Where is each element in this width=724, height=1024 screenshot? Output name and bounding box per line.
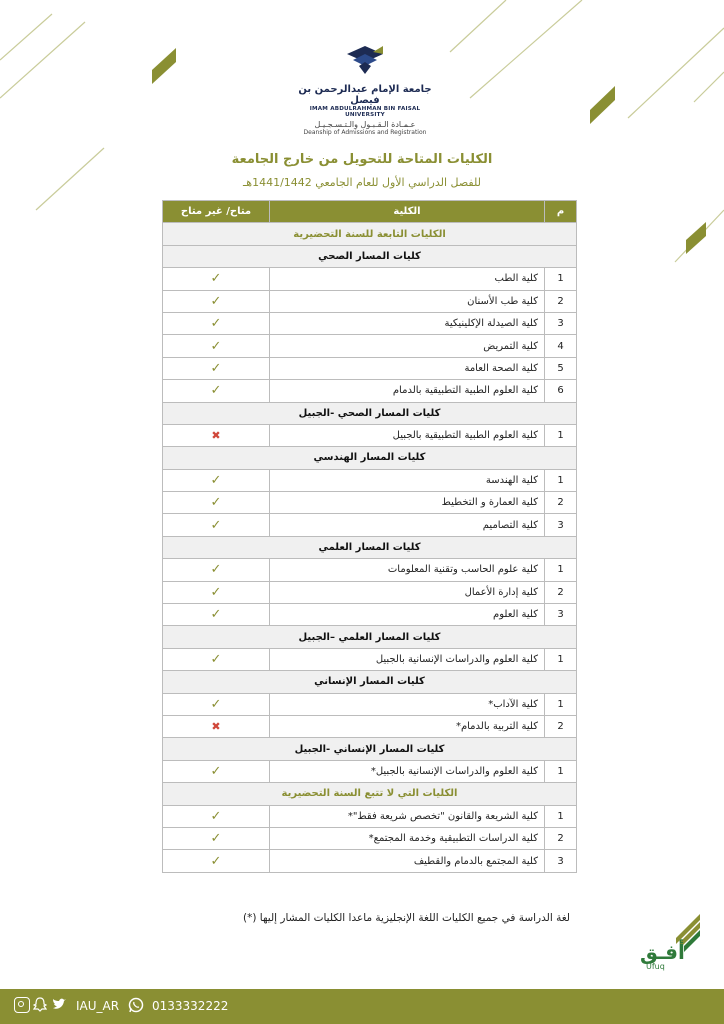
row-number: 2 <box>545 827 577 849</box>
row-number: 1 <box>545 805 577 827</box>
table-row <box>163 715 577 737</box>
available-check-icon: ✓ <box>210 495 222 511</box>
page-subtitle: للفصل الدراسي الأول للعام الجامعي 1441/1442هـ <box>243 176 481 189</box>
section-label: كليات المسار الصحي -الجبيل <box>163 402 577 424</box>
brand-name-en: Ufuq <box>646 962 665 971</box>
table-row <box>163 290 577 312</box>
college-name: كلية التمريض <box>270 335 545 357</box>
table-row <box>163 312 577 334</box>
twitter-icon[interactable] <box>52 998 66 1011</box>
table-row <box>163 357 577 379</box>
table-row <box>163 380 577 402</box>
college-name: كلية المجتمع بالدمام والقطيف <box>270 850 545 872</box>
availability-cell <box>163 850 270 872</box>
row-number: 1 <box>545 424 577 446</box>
college-name: كلية الصيدلة الإكلينيكية <box>270 312 545 334</box>
table-row <box>163 805 577 827</box>
university-name-en: IMAM ABDULRAHMAN BIN FAISAL UNIVERSITY <box>309 106 421 118</box>
college-name: كلية التصاميم <box>270 514 545 536</box>
availability-cell <box>163 492 270 514</box>
availability-cell <box>163 424 270 446</box>
university-emblem-icon <box>343 44 387 78</box>
available-check-icon: ✓ <box>210 831 222 847</box>
row-number: 3 <box>545 604 577 626</box>
available-check-icon: ✓ <box>210 271 222 287</box>
table-row <box>163 514 577 536</box>
section-label: كليات المسار الصحي <box>163 245 577 267</box>
availability-cell <box>163 604 270 626</box>
available-check-icon: ✓ <box>210 293 222 309</box>
availability-cell <box>163 357 270 379</box>
section-header-row <box>163 536 577 558</box>
availability-cell <box>163 760 270 782</box>
table-row <box>163 581 577 603</box>
social-handle[interactable]: IAU_AR <box>76 999 120 1013</box>
phone-number[interactable]: 0133332222 <box>152 999 229 1013</box>
available-check-icon: ✓ <box>210 562 222 578</box>
row-number: 2 <box>545 290 577 312</box>
available-check-icon: ✓ <box>210 607 222 623</box>
available-check-icon: ✓ <box>210 383 222 399</box>
college-name: كلية إدارة الأعمال <box>270 581 545 603</box>
row-number: 3 <box>545 312 577 334</box>
college-name: كلية العلوم <box>270 604 545 626</box>
row-number: 1 <box>545 268 577 290</box>
college-name: كلية الشريعة والقانون "تخصص شريعة فقط"* <box>270 805 545 827</box>
college-name: كلية العلوم الطبية التطبيقية بالدمام <box>270 380 545 402</box>
available-check-icon: ✓ <box>210 338 222 354</box>
deanship-name-ar: عـمـادة الـقـبـول والـتـسـجـيـل <box>314 120 416 129</box>
table-row <box>163 760 577 782</box>
availability-cell <box>163 715 270 737</box>
brand-name-ar: أفـق <box>640 940 685 964</box>
available-check-icon: ✓ <box>210 763 222 779</box>
college-name: كلية الهندسة <box>270 469 545 491</box>
college-name: كلية العلوم والدراسات الإنسانية بالجبيل* <box>270 760 545 782</box>
colleges-table <box>162 200 577 873</box>
table-row <box>163 648 577 670</box>
table-row <box>163 492 577 514</box>
row-number: 1 <box>545 469 577 491</box>
footer-bar <box>0 989 724 1024</box>
college-name: كلية الدراسات التطبيقية وخدمة المجتمع* <box>270 827 545 849</box>
table-header-row <box>163 201 577 223</box>
college-name: كلية طب الأسنان <box>270 290 545 312</box>
snapchat-icon[interactable] <box>33 997 47 1012</box>
section-header-row <box>163 402 577 424</box>
table-row <box>163 268 577 290</box>
row-number: 4 <box>545 335 577 357</box>
availability-cell <box>163 805 270 827</box>
table-body <box>163 223 577 872</box>
row-number: 2 <box>545 715 577 737</box>
row-number: 3 <box>545 514 577 536</box>
college-name: كلية الآداب* <box>270 693 545 715</box>
instagram-icon[interactable] <box>14 997 30 1013</box>
college-name: كلية التربية بالدمام* <box>270 715 545 737</box>
deanship-name-en: Deanship of Admissions and Registration <box>303 129 427 136</box>
section-header-row <box>163 447 577 469</box>
college-name: كلية العلوم الطبية التطبيقية بالجبيل <box>270 424 545 446</box>
section-header-row <box>163 245 577 267</box>
unavailable-cross-icon: ✖ <box>211 720 221 734</box>
section-label: كليات المسار الهندسي <box>163 447 577 469</box>
availability-cell <box>163 312 270 334</box>
row-number: 1 <box>545 693 577 715</box>
row-number: 1 <box>545 648 577 670</box>
college-name: كلية علوم الحاسب وتقنية المعلومات <box>270 559 545 581</box>
available-check-icon: ✓ <box>210 472 222 488</box>
unavailable-cross-icon: ✖ <box>211 429 221 443</box>
section-label: الكليات التي لا تتبع السنة التحضيرية <box>163 783 577 805</box>
row-number: 2 <box>545 492 577 514</box>
table-row <box>163 693 577 715</box>
availability-cell <box>163 827 270 849</box>
header-availability: متاح/ غير متاح <box>163 201 270 223</box>
row-number: 3 <box>545 850 577 872</box>
row-number: 2 <box>545 581 577 603</box>
college-name: كلية الطب <box>270 268 545 290</box>
section-label: كليات المسار العلمي –الجبيل <box>163 626 577 648</box>
table-row <box>163 827 577 849</box>
section-header-row <box>163 738 577 760</box>
section-header-row <box>163 626 577 648</box>
table-row <box>163 335 577 357</box>
section-header-row <box>163 671 577 693</box>
whatsapp-icon[interactable] <box>128 997 144 1013</box>
availability-cell <box>163 335 270 357</box>
availability-cell <box>163 469 270 491</box>
row-number: 5 <box>545 357 577 379</box>
available-check-icon: ✓ <box>210 584 222 600</box>
section-label: كليات المسار الإنساني <box>163 671 577 693</box>
available-check-icon: ✓ <box>210 652 222 667</box>
section-label: كليات المسار العلمي <box>163 536 577 558</box>
availability-cell <box>163 559 270 581</box>
available-check-icon: ✓ <box>210 853 222 869</box>
available-check-icon: ✓ <box>210 517 222 533</box>
availability-cell <box>163 268 270 290</box>
availability-cell <box>163 581 270 603</box>
available-check-icon: ✓ <box>210 360 222 376</box>
header-num: م <box>545 201 577 223</box>
college-name: كلية العلوم والدراسات الإنسانية بالجبيل <box>270 648 545 670</box>
section-label: كليات المسار الإنساني -الجبيل <box>163 738 577 760</box>
table-row <box>163 424 577 446</box>
section-header-row <box>163 783 577 805</box>
availability-cell <box>163 290 270 312</box>
college-name: كلية الصحة العامة <box>270 357 545 379</box>
page-title: الكليات المتاحة للتحويل من خارج الجامعة <box>231 152 493 167</box>
table-row <box>163 469 577 491</box>
availability-cell <box>163 514 270 536</box>
table-row <box>163 559 577 581</box>
availability-cell <box>163 380 270 402</box>
available-check-icon: ✓ <box>210 696 222 712</box>
available-check-icon: ✓ <box>210 316 222 332</box>
table-row <box>163 604 577 626</box>
university-name-ar: جامعة الإمام عبدالرحمن بن فيصل <box>298 84 432 106</box>
table-row <box>163 850 577 872</box>
availability-cell <box>163 648 270 670</box>
row-number: 1 <box>545 559 577 581</box>
row-number: 6 <box>545 380 577 402</box>
college-name: كلية العمارة و التخطيط <box>270 492 545 514</box>
section-label: الكليات التابعة للسنة التحضيرية <box>163 223 577 245</box>
language-note: لغة الدراسة في جميع الكليات اللغة الإنجليزية ماعدا الكليات المشار إليها (*) <box>242 912 570 924</box>
available-check-icon: ✓ <box>210 808 222 824</box>
header-college: الكلية <box>270 201 545 223</box>
university-logo <box>290 44 440 136</box>
availability-cell <box>163 693 270 715</box>
row-number: 1 <box>545 760 577 782</box>
section-header-row <box>163 223 577 245</box>
